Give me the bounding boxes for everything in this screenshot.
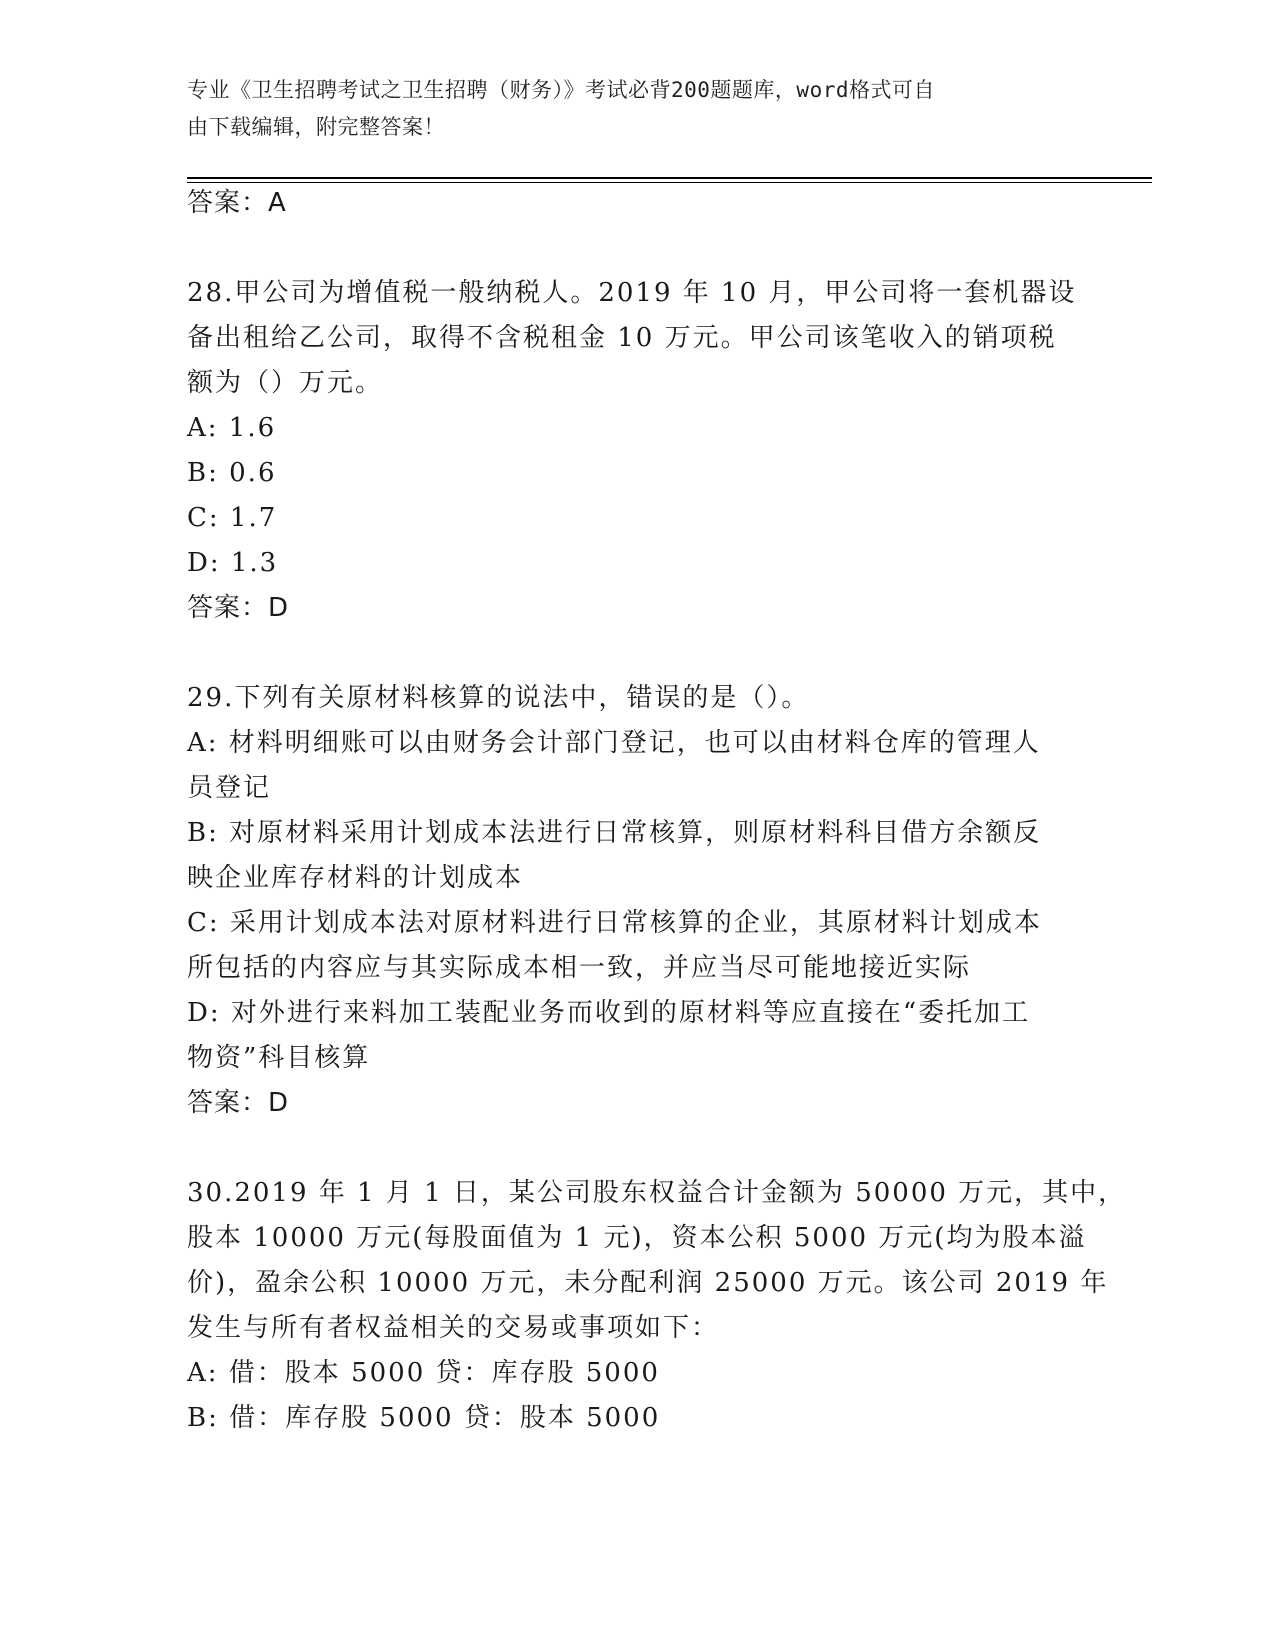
option-a: A: 借：股本 5000 贷：库存股 5000	[187, 1358, 660, 1388]
question-text-line: 股本 10000 万元(每股面值为 1 元)，资本公积 5000 万元(均为股本溢	[187, 1223, 1087, 1253]
question-text-line: 备出租给乙公司，取得不含税租金 10 万元。甲公司该笔收入的销项税	[187, 323, 1057, 353]
option-a: A: 1.6	[187, 413, 277, 443]
header-divider-thick	[187, 177, 1152, 179]
option-b: B: 0.6	[187, 458, 277, 488]
answer: 答案：D	[187, 593, 290, 623]
question-30	[187, 1171, 1127, 1441]
question-text-line: 30.2019 年 1 月 1 日，某公司股东权益合计金额为 50000 万元，其中，	[187, 1178, 1127, 1208]
question-29	[187, 676, 1087, 1126]
question-28	[187, 271, 1087, 631]
option-c-continued: 所包括的内容应与其实际成本相一致，并应当尽可能地接近实际	[187, 953, 972, 983]
header-line-1: 专业《卫生招聘考试之卫生招聘（财务）》考试必背200题题库，word格式可自	[187, 78, 935, 102]
question-text-line: 额为（）万元。	[187, 368, 384, 398]
spacer	[187, 226, 1087, 271]
option-a: A: 材料明细账可以由财务会计部门登记，也可以由材料仓库的管理人	[187, 728, 1041, 758]
option-b: B: 借：库存股 5000 贷：股本 5000	[187, 1403, 661, 1433]
option-a-continued: 员登记	[187, 773, 272, 803]
option-c: C: 采用计划成本法对原材料进行日常核算的企业，其原材料计划成本	[187, 908, 1042, 938]
option-b: B: 对原材料采用计划成本法进行日常核算，则原材料科目借方余额反	[187, 818, 1042, 848]
previous-answer: 答案：A	[187, 188, 287, 218]
spacer	[187, 631, 1087, 676]
question-text-line: 28.甲公司为增值税一般纳税人。2019 年 10 月，甲公司将一套机器设	[187, 278, 1077, 308]
question-text-line: 发生与所有者权益相关的交易或事项如下：	[187, 1313, 720, 1343]
document-header	[187, 72, 1067, 146]
spacer	[187, 1126, 1087, 1171]
question-text-line: 价)，盈余公积 10000 万元，未分配利润 25000 万元。该公司 2019 年	[187, 1268, 1109, 1298]
answer: 答案：D	[187, 1088, 290, 1118]
option-c: C: 1.7	[187, 503, 278, 533]
question-text-line: 29.下列有关原材料核算的说法中，错误的是（）。	[187, 683, 810, 713]
option-b-continued: 映企业库存材料的计划成本	[187, 863, 524, 893]
header-line-2: 由下载编辑，附完整答案！	[187, 115, 445, 139]
document-body	[187, 181, 1127, 1441]
option-d: D: 对外进行来料加工装配业务而收到的原材料等应直接在“委托加工	[187, 998, 1031, 1028]
option-d: D: 1.3	[187, 548, 279, 578]
option-d-continued: 物资”科目核算	[187, 1043, 371, 1073]
